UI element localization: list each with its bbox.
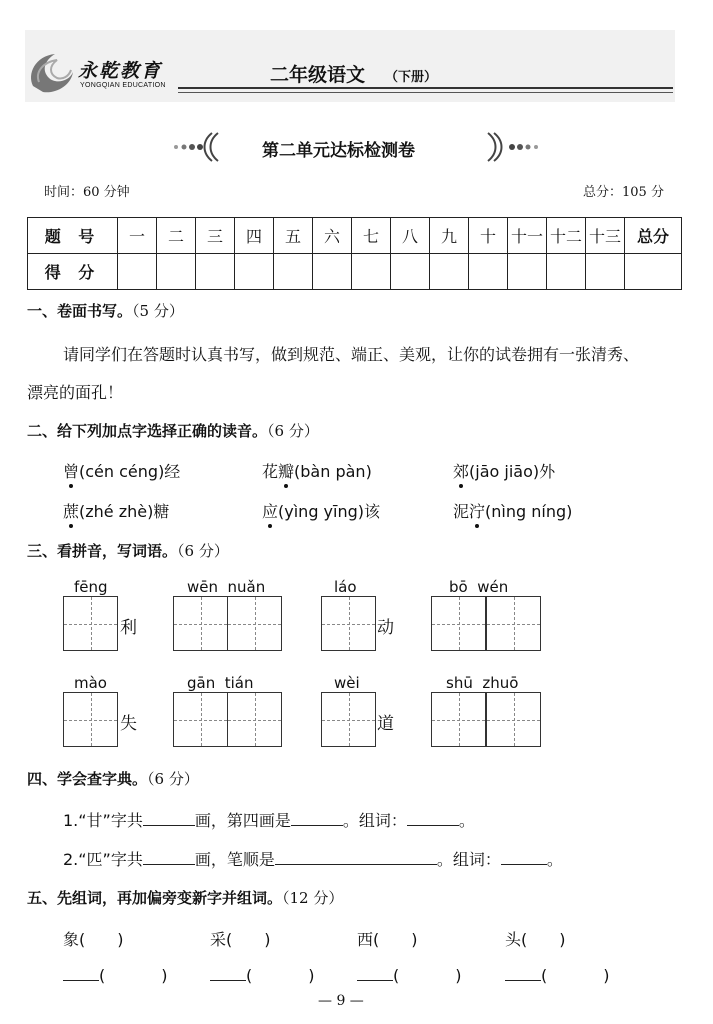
- writing-grid[interactable]: [63, 596, 118, 651]
- column-header: 五: [274, 218, 313, 254]
- section-1-heading: [27, 300, 184, 321]
- page-number: — 9 —: [318, 993, 364, 1009]
- writing-grid[interactable]: [321, 596, 376, 651]
- pinyin-choice-item[interactable]: 曾(cén céng)经: [63, 462, 181, 481]
- table-row: [28, 254, 682, 290]
- given-character: 动: [377, 618, 394, 638]
- answer-blank[interactable]: [407, 811, 459, 826]
- unit-title: 第二单元达标检测卷: [262, 141, 415, 161]
- word-item[interactable]: 西( ): [357, 930, 418, 949]
- score-cell[interactable]: [196, 254, 235, 290]
- new-char-item[interactable]: ( ): [505, 966, 610, 985]
- word-item[interactable]: 采( ): [210, 930, 271, 949]
- pinyin-label: shū zhuō: [446, 674, 519, 692]
- new-char-item[interactable]: ( ): [63, 966, 168, 985]
- column-header: 十三: [586, 218, 625, 254]
- column-header: 三: [196, 218, 235, 254]
- section-4-heading: [27, 768, 199, 789]
- answer-blank[interactable]: [501, 850, 547, 865]
- new-char-item[interactable]: ( ): [357, 966, 462, 985]
- header-divider: [178, 87, 673, 89]
- writing-grid[interactable]: [486, 692, 541, 747]
- section-title: 一、卷面书写。: [27, 302, 133, 320]
- section-points: （12 分）: [282, 889, 344, 907]
- dictionary-question: 2.“匹”字共 画，笔顺是 。组词： 。: [63, 850, 563, 869]
- pinyin-choice-item[interactable]: 应(yìng yīng)该: [262, 502, 381, 521]
- word-item[interactable]: 头( ): [505, 930, 566, 949]
- column-header: 七: [352, 218, 391, 254]
- new-char-item[interactable]: ( ): [210, 966, 315, 985]
- section-points: （5 分）: [132, 302, 184, 320]
- answer-blank[interactable]: [505, 966, 541, 981]
- writing-grid[interactable]: [431, 692, 486, 747]
- total-score: 总分：105 分: [583, 185, 664, 200]
- header-divider: [178, 92, 673, 93]
- score-label: 得 分: [28, 254, 118, 290]
- dotted-char: 瓣: [278, 462, 295, 481]
- section-5-heading: [27, 887, 343, 908]
- grade-title: 二年级语文: [270, 64, 366, 86]
- writing-grid[interactable]: [227, 692, 282, 747]
- writing-grid[interactable]: [486, 596, 541, 651]
- column-header: 六: [313, 218, 352, 254]
- score-cell[interactable]: [118, 254, 157, 290]
- section-3-heading: [27, 540, 229, 561]
- dotted-char: 泞: [469, 502, 486, 521]
- dotted-char: 应: [262, 502, 279, 521]
- column-header: 十: [469, 218, 508, 254]
- score-cell[interactable]: [352, 254, 391, 290]
- given-character: 利: [120, 618, 137, 638]
- table-row: [28, 218, 682, 254]
- given-character: 失: [120, 714, 137, 734]
- dotted-char: 蔗: [63, 502, 80, 521]
- pinyin-choice-item[interactable]: 泥泞(nìng níng): [453, 502, 573, 521]
- score-cell[interactable]: [508, 254, 547, 290]
- brand-name-en: YONGQIAN EDUCATION: [80, 82, 166, 89]
- section-points: （6 分）: [267, 422, 319, 440]
- total-score-cell[interactable]: [625, 254, 682, 290]
- score-cell[interactable]: [235, 254, 274, 290]
- section-title: 二、给下列加点字选择正确的读音。: [27, 422, 268, 440]
- score-cell[interactable]: [586, 254, 625, 290]
- section-title: 五、先组词，再加偏旁变新字并组词。: [27, 889, 283, 907]
- brand-name: 永乾教育: [78, 60, 163, 82]
- score-cell[interactable]: [313, 254, 352, 290]
- column-header: 二: [157, 218, 196, 254]
- answer-blank[interactable]: [210, 966, 246, 981]
- score-cell[interactable]: [469, 254, 508, 290]
- writing-grid[interactable]: [431, 596, 486, 651]
- pinyin-label: fēng: [74, 578, 108, 596]
- score-cell[interactable]: [430, 254, 469, 290]
- instruction-line: 漂亮的面孔！: [27, 383, 124, 402]
- column-header: 一: [118, 218, 157, 254]
- pinyin-choice-item[interactable]: 蔗(zhé zhè)糖: [63, 502, 170, 521]
- volume-label: （下册）: [385, 70, 438, 85]
- word-item[interactable]: 象( ): [63, 930, 124, 949]
- pinyin-label: wēn nuǎn: [187, 578, 266, 596]
- right-ornament-icon: [480, 131, 540, 163]
- pinyin-label: gān tián: [187, 674, 254, 692]
- pinyin-label: mào: [74, 674, 107, 692]
- column-header: 九: [430, 218, 469, 254]
- exam-time: 时间：60 分钟: [44, 185, 130, 200]
- pinyin-choice-item[interactable]: 花瓣(bàn pàn): [262, 462, 372, 481]
- answer-blank[interactable]: [357, 966, 393, 981]
- given-character: 道: [377, 714, 394, 734]
- answer-blank[interactable]: [291, 811, 343, 826]
- pinyin-choice-item[interactable]: 郊(jāo jiāo)外: [453, 462, 556, 481]
- score-cell[interactable]: [547, 254, 586, 290]
- dotted-char: 曾: [63, 462, 80, 481]
- section-title: 四、学会查字典。: [27, 770, 148, 788]
- question-number-label: 题 号: [28, 218, 118, 254]
- pinyin-label: bō wén: [449, 578, 509, 596]
- section-points: （6 分）: [177, 542, 229, 560]
- section-title: 三、看拼音，写词语。: [27, 542, 178, 560]
- answer-blank[interactable]: [143, 811, 195, 826]
- left-ornament-icon: [172, 131, 232, 163]
- pinyin-label: wèi: [334, 674, 360, 692]
- score-cell[interactable]: [391, 254, 430, 290]
- column-header: 十一: [508, 218, 547, 254]
- instruction-line: 请同学们在答题时认真书写，做到规范、端正、美观，让你的试卷拥有一张清秀、: [63, 345, 640, 364]
- score-cell[interactable]: [157, 254, 196, 290]
- total-header: 总分: [625, 218, 682, 254]
- score-table: [27, 217, 682, 290]
- answer-blank[interactable]: [275, 850, 437, 865]
- answer-blank[interactable]: [143, 850, 195, 865]
- writing-grid[interactable]: [173, 596, 228, 651]
- dotted-char: 郊: [453, 462, 470, 481]
- pinyin-label: láo: [334, 578, 357, 596]
- section-points: （6 分）: [147, 770, 199, 788]
- score-cell[interactable]: [274, 254, 313, 290]
- writing-grid[interactable]: [227, 596, 282, 651]
- dictionary-question: 1.“甘”字共 画，第四画是 。组词： 。: [63, 811, 475, 830]
- column-header: 四: [235, 218, 274, 254]
- section-2-heading: [27, 420, 319, 441]
- column-header: 八: [391, 218, 430, 254]
- answer-blank[interactable]: [63, 966, 99, 981]
- writing-grid[interactable]: [321, 692, 376, 747]
- writing-grid[interactable]: [63, 692, 118, 747]
- writing-grid[interactable]: [173, 692, 228, 747]
- column-header: 十二: [547, 218, 586, 254]
